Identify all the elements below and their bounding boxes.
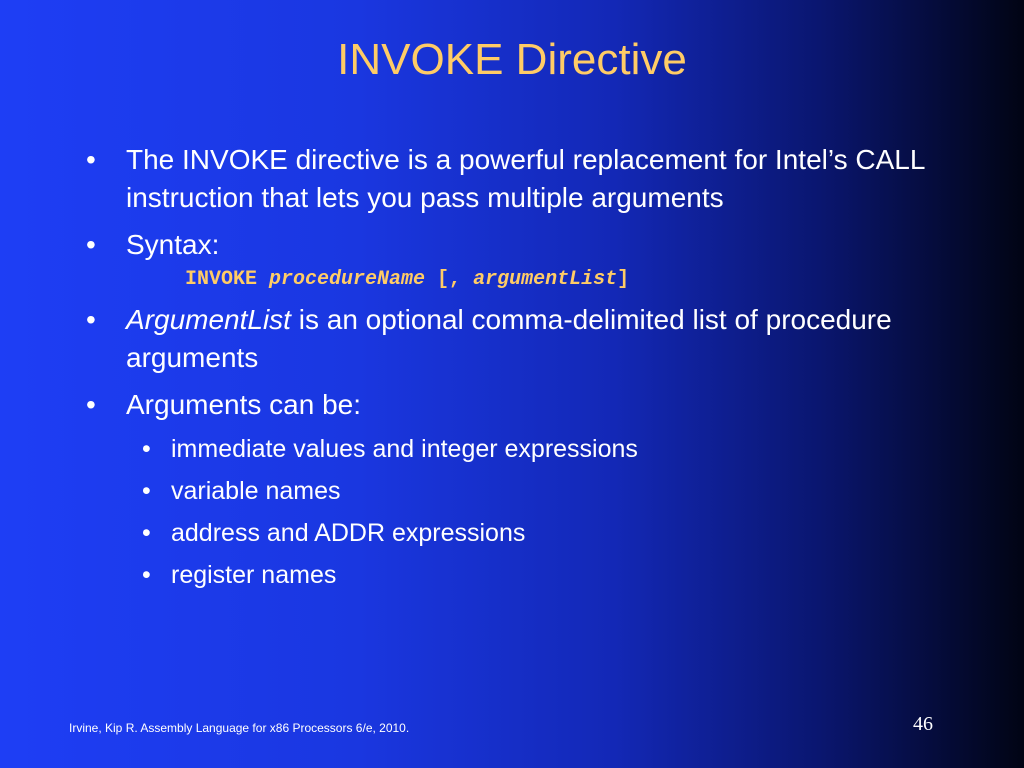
bullet-icon: • — [86, 229, 96, 260]
bullet-arguments — [86, 386, 966, 424]
bullet-text: Arguments can be: — [126, 389, 362, 420]
bullet-icon: • — [142, 477, 151, 505]
slide-title: INVOKE Directive — [337, 35, 687, 84]
page-number: 46 — [913, 713, 933, 735]
bullet-argumentlist — [86, 301, 966, 377]
bullet-icon: • — [142, 435, 151, 463]
bullet-icon: • — [142, 561, 151, 589]
sub-bullet — [86, 517, 966, 549]
sub-bullet-text: address and ADDR expressions — [171, 519, 526, 547]
syntax-argument-list: argumentList — [473, 268, 618, 291]
bullet-invoke-description — [86, 141, 966, 217]
bullet-syntax — [86, 226, 966, 264]
sub-bullet — [86, 433, 966, 465]
slide-body — [86, 141, 966, 601]
syntax-keyword: INVOKE — [185, 268, 270, 291]
syntax-close-bracket: ] — [617, 268, 630, 291]
syntax-procedure-name: procedureName — [269, 268, 426, 291]
sub-bullet-text: register names — [171, 561, 337, 589]
syntax-separator: [, — [425, 268, 474, 291]
bullet-icon: • — [142, 519, 151, 547]
bullet-icon: • — [86, 389, 96, 420]
bullet-icon: • — [86, 304, 96, 335]
sub-bullet — [86, 475, 966, 507]
bullet-text: Syntax: — [126, 229, 220, 260]
bullet-icon: • — [86, 144, 96, 175]
sub-bullet-text: immediate values and integer expressions — [171, 435, 638, 463]
syntax-code — [185, 267, 966, 293]
bullet-emphasis: ArgumentList — [126, 304, 291, 335]
sub-bullet-text: variable names — [171, 477, 341, 505]
bullet-text: is an optional comma-delimited list of procedure arguments — [126, 304, 892, 373]
bullet-text: The INVOKE directive is a powerful replacement for Intel’s CALL instruction that lets you pass multiple arguments — [126, 144, 925, 213]
sub-bullet — [86, 559, 966, 591]
footer-citation: Irvine, Kip R. Assembly Language for x86 Processors 6/e, 2010. — [69, 721, 410, 735]
